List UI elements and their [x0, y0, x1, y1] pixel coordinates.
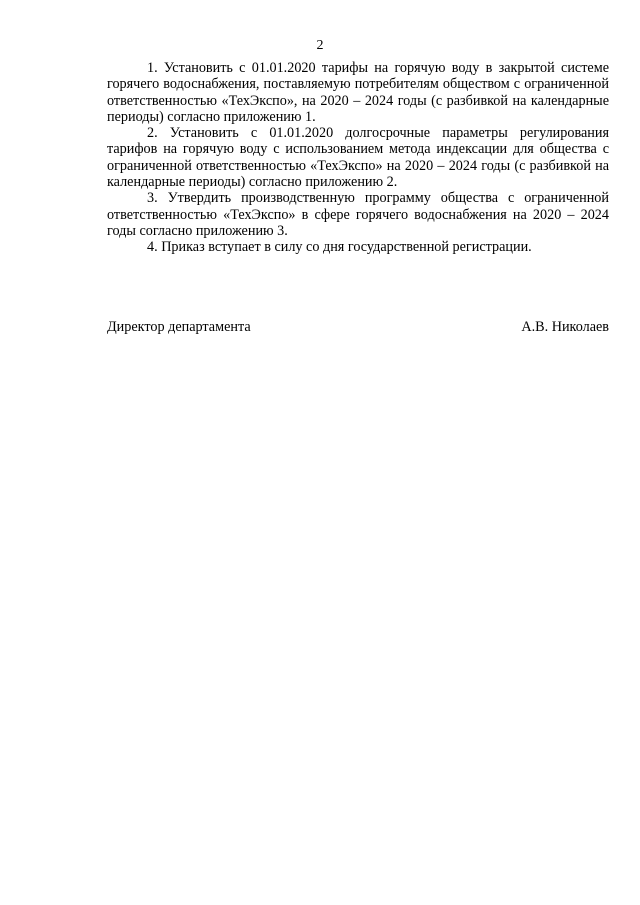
- signatory-name: А.В. Николаев: [521, 319, 609, 335]
- page-number: 2: [316, 38, 324, 53]
- signature-block: [107, 319, 609, 337]
- paragraph-1: 1. Установить с 01.01.2020 тарифы на горячую воду в закрытой системе горячего водоснабжения, поставляемую потребителям обществом с ограниченной ответственностью «ТехЭкспо», на 2020 – 2024 годы (с разбивкой на календарные периоды) согласно приложению 1.: [107, 60, 609, 125]
- paragraph-3: 3. Утвердить производственную программу общества с ограниченной ответственностью «ТехЭкспо» в сфере горячего водоснабжения на 2020 – 2024 годы согласно приложению 3.: [107, 190, 609, 239]
- signatory-position: Директор департамента: [107, 319, 251, 335]
- paragraph-4: 4. Приказ вступает в силу со дня государственной регистрации.: [147, 239, 532, 256]
- paragraph-2: 2. Установить с 01.01.2020 долгосрочные параметры регулирования тарифов на горячую воду с использованием метода индексации для общества с ограниченной ответственностью «ТехЭкспо» на 2020 – 2024 годы (с разбивкой на календарные периоды) согласно приложению 2.: [107, 125, 609, 191]
- document-body: [107, 60, 609, 256]
